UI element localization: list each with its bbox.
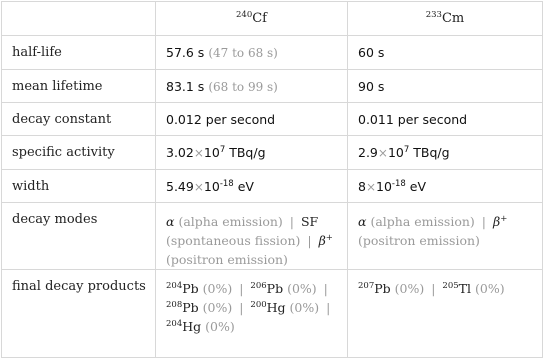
cell-cf-decay-products (156, 270, 348, 358)
row-width (2, 170, 543, 203)
product-symbol: Pb (374, 281, 391, 296)
beta-charge: + (325, 233, 333, 243)
beta-charge: + (500, 214, 508, 224)
column-header-cf240 (156, 2, 348, 36)
times-symbol: × (377, 146, 388, 160)
base: 10 (387, 145, 404, 160)
product-symbol: Pb (182, 300, 199, 315)
product-mass: 205 (442, 281, 459, 291)
product-mass: 204 (166, 319, 183, 329)
mantissa: 3.02 (166, 145, 194, 160)
sf-desc: (spontaneous fission) (166, 233, 301, 248)
cell-cf-decay-modes (156, 203, 348, 270)
row-mean-lifetime (2, 70, 543, 103)
product-pct: (0%) (202, 281, 233, 296)
cell-cm-half-life (348, 36, 543, 70)
range: (47 to 68 s) (208, 46, 278, 60)
cell-cf-specific-activity (156, 136, 348, 170)
row-label: mean lifetime (2, 70, 156, 103)
product-pct: (0%) (289, 300, 320, 315)
corner-cell (2, 2, 156, 36)
base: 10 (376, 179, 392, 194)
exponent: 7 (219, 145, 226, 155)
element-symbol: Cm (441, 11, 465, 26)
row-label: width (2, 170, 156, 203)
isotope-table (1, 1, 543, 358)
separator: | (239, 300, 244, 315)
product-pct: (0%) (205, 319, 235, 334)
separator: | (481, 214, 486, 229)
product-pct: (0%) (202, 300, 233, 315)
product-pct: (0%) (394, 281, 425, 296)
header-row (2, 2, 543, 36)
product-pct: (0%) (287, 281, 317, 296)
separator: | (326, 300, 331, 315)
cell-cm-decay-modes (348, 203, 543, 270)
separator: | (239, 281, 244, 296)
alpha-desc: (alpha emission) (178, 214, 283, 229)
cell-cm-width (348, 170, 543, 203)
exponent: -18 (219, 179, 234, 189)
mantissa: 5.49 (166, 179, 194, 194)
base: 10 (203, 145, 220, 160)
product-symbol: Pb (266, 281, 284, 296)
value: 83.1 s (166, 79, 205, 94)
times-symbol: × (193, 146, 204, 160)
row-label: half-life (2, 36, 156, 70)
row-decay-constant (2, 103, 543, 136)
row-final-decay-products (2, 270, 543, 358)
cell-cm-decay-products (348, 270, 543, 358)
times-symbol: × (193, 180, 204, 194)
beta-symbol: β (318, 233, 326, 248)
unit: eV (409, 179, 427, 194)
unit: TBq/g (413, 145, 450, 160)
product-mass: 200 (250, 300, 267, 310)
mantissa: 2.9 (358, 145, 378, 160)
cell-cf-width (156, 170, 348, 203)
exponent: 7 (403, 145, 410, 155)
separator: | (323, 281, 328, 296)
times-symbol: × (365, 180, 377, 194)
product-mass: 208 (166, 300, 183, 310)
product-symbol: Hg (266, 300, 286, 315)
value: 57.6 s (166, 45, 205, 60)
cell-cf-half-life (156, 36, 348, 70)
product-symbol: Pb (182, 281, 199, 296)
row-label: decay constant (2, 103, 156, 136)
product-symbol: Tl (458, 281, 471, 296)
beta-desc: (positron emission) (358, 233, 480, 248)
row-label: final decay products (2, 270, 156, 358)
product-mass: 204 (166, 281, 183, 291)
alpha-desc: (alpha emission) (370, 214, 475, 229)
value: 90 s (358, 79, 385, 94)
column-header-cm233 (348, 2, 543, 36)
alpha-symbol: α (358, 214, 367, 229)
product-symbol: Hg (182, 319, 202, 334)
mantissa: 8 (358, 179, 366, 194)
beta-symbol: β (492, 214, 501, 229)
cell-cm-mean-lifetime (348, 70, 543, 103)
cell-cf-decay-constant: 0.012 per second (156, 103, 348, 136)
product-mass: 206 (250, 281, 267, 291)
value: 60 s (358, 45, 385, 60)
row-label: decay modes (2, 203, 156, 270)
cell-cm-specific-activity (348, 136, 543, 170)
cell-cm-decay-constant: 0.011 per second (348, 103, 543, 136)
mass-number: 233 (425, 10, 442, 20)
row-half-life (2, 36, 543, 70)
row-decay-modes (2, 203, 543, 270)
base: 10 (203, 179, 220, 194)
row-label: specific activity (2, 136, 156, 170)
row-specific-activity (2, 136, 543, 170)
separator: | (307, 233, 312, 248)
unit: TBq/g (229, 145, 266, 160)
alpha-symbol: α (166, 214, 175, 229)
separator: | (431, 281, 436, 296)
range: (68 to 99 s) (208, 80, 278, 94)
exponent: -18 (391, 179, 406, 189)
mass-number: 240 (236, 10, 253, 20)
unit: eV (237, 179, 254, 194)
separator: | (289, 214, 294, 229)
cell-cf-mean-lifetime (156, 70, 348, 103)
beta-desc: (positron emission) (166, 252, 288, 267)
element-symbol: Cf (252, 11, 267, 26)
sf-symbol: SF (300, 214, 319, 229)
product-mass: 207 (358, 281, 375, 291)
product-pct: (0%) (474, 281, 505, 296)
